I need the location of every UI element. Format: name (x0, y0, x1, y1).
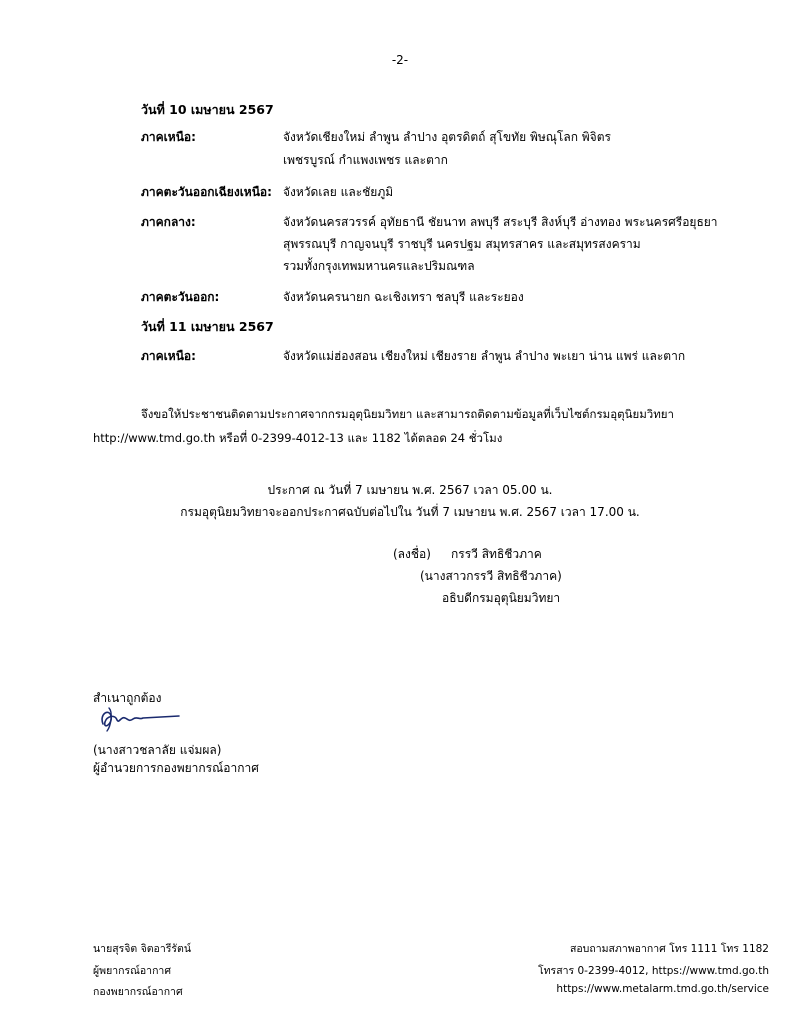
footer-contact-fax: โทรสาร 0-2399-4012, https://www.tmd.go.th (538, 965, 769, 977)
section-date-2: วันที่ 11 เมษายน 2567 (141, 319, 274, 334)
notice-line-1: จึงขอให้ประชาชนติดตามประกาศจากกรมอุตุนิยมวิทยา และสามารถติดตามข้อมูลที่เว็บไซต์กรมอุตุนิยมวิทยา (141, 407, 675, 421)
signed-prefix: (ลงชื่อ) (393, 547, 431, 561)
notice-line-2: http://www.tmd.go.th หรือที่ 0-2399-4012-13 และ 1182 ได้ตลอด 24 ชั่วโมง (93, 431, 503, 445)
region-text-line: จังหวัดนครนายก ฉะเชิงเทรา ชลบุรี และระยอง (283, 290, 524, 304)
announcement-line-2: กรมอุตุนิยมวิทยาจะออกประกาศฉบับต่อไปใน วันที่ 7 เมษายน พ.ศ. 2567 เวลา 17.00 น. (180, 505, 640, 519)
footer-forecaster-role: ผู้พยากรณ์อากาศ (93, 965, 171, 977)
announcement-line-1: ประกาศ ณ วันที่ 7 เมษายน พ.ศ. 2567 เวลา 05.00 น. (267, 483, 553, 497)
footer-division: กองพยากรณ์อากาศ (93, 986, 183, 998)
region-text-line: สุพรรณบุรี กาญจนบุรี ราชบุรี นครปฐม สมุทรสาคร และสมุทรสงคราม (283, 237, 641, 251)
signer-full-name: (นางสาวกรรวี สิทธิชีวภาค) (420, 569, 562, 583)
page-number: -2- (391, 53, 409, 67)
region-label-central: ภาคกลาง: (141, 215, 196, 229)
footer-contact-phone: สอบถามสภาพอากาศ โทร 1111 โทร 1182 (569, 943, 769, 955)
region-text-line: เพชรบูรณ์ กำแพงเพชร และตาก (283, 153, 448, 167)
footer-forecaster-name: นายสุรจิต จิตอารีรัตน์ (93, 943, 192, 955)
certified-label: สำเนาถูกต้อง (93, 691, 162, 705)
signer-title: อธิบดีกรมอุตุนิยมวิทยา (442, 591, 561, 605)
region-label-east: ภาคตะวันออก: (141, 290, 220, 304)
region-label-northeast: ภาคตะวันออกเฉียงเหนือ: (141, 185, 272, 199)
region-label-north: ภาคเหนือ: (141, 349, 196, 363)
region-label-north: ภาคเหนือ: (141, 130, 196, 144)
region-text-line: จังหวัดแม่ฮ่องสอน เชียงใหม่ เชียงราย ลำพูน ลำปาง พะเยา น่าน แพร่ และตาก (283, 349, 686, 363)
region-text-line: จังหวัดนครสวรรค์ อุทัยธานี ชัยนาท ลพบุรี สระบุรี สิงห์บุรี อ่างทอง พระนครศรีอยุธยา (283, 215, 718, 229)
region-text-line: จังหวัดเลย และชัยภูมิ (283, 185, 394, 199)
region-text-line: จังหวัดเชียงใหม่ ลำพูน ลำปาง อุตรดิตถ์ สุโขทัย พิษณุโลก พิจิตร (283, 130, 611, 144)
footer-contact-url: https://www.metalarm.tmd.go.th/service (556, 983, 769, 995)
signed-name: กรรวี สิทธิชีวภาค (451, 547, 542, 561)
handwritten-signature-icon (95, 704, 185, 734)
region-text-line: รวมทั้งกรุงเทพมหานครและปริมณฑล (283, 259, 475, 273)
certified-position: ผู้อำนวยการกองพยากรณ์อากาศ (93, 761, 259, 775)
certified-name: (นางสาวชลาลัย แจ่มผล) (93, 743, 222, 757)
section-date-1: วันที่ 10 เมษายน 2567 (141, 102, 274, 117)
